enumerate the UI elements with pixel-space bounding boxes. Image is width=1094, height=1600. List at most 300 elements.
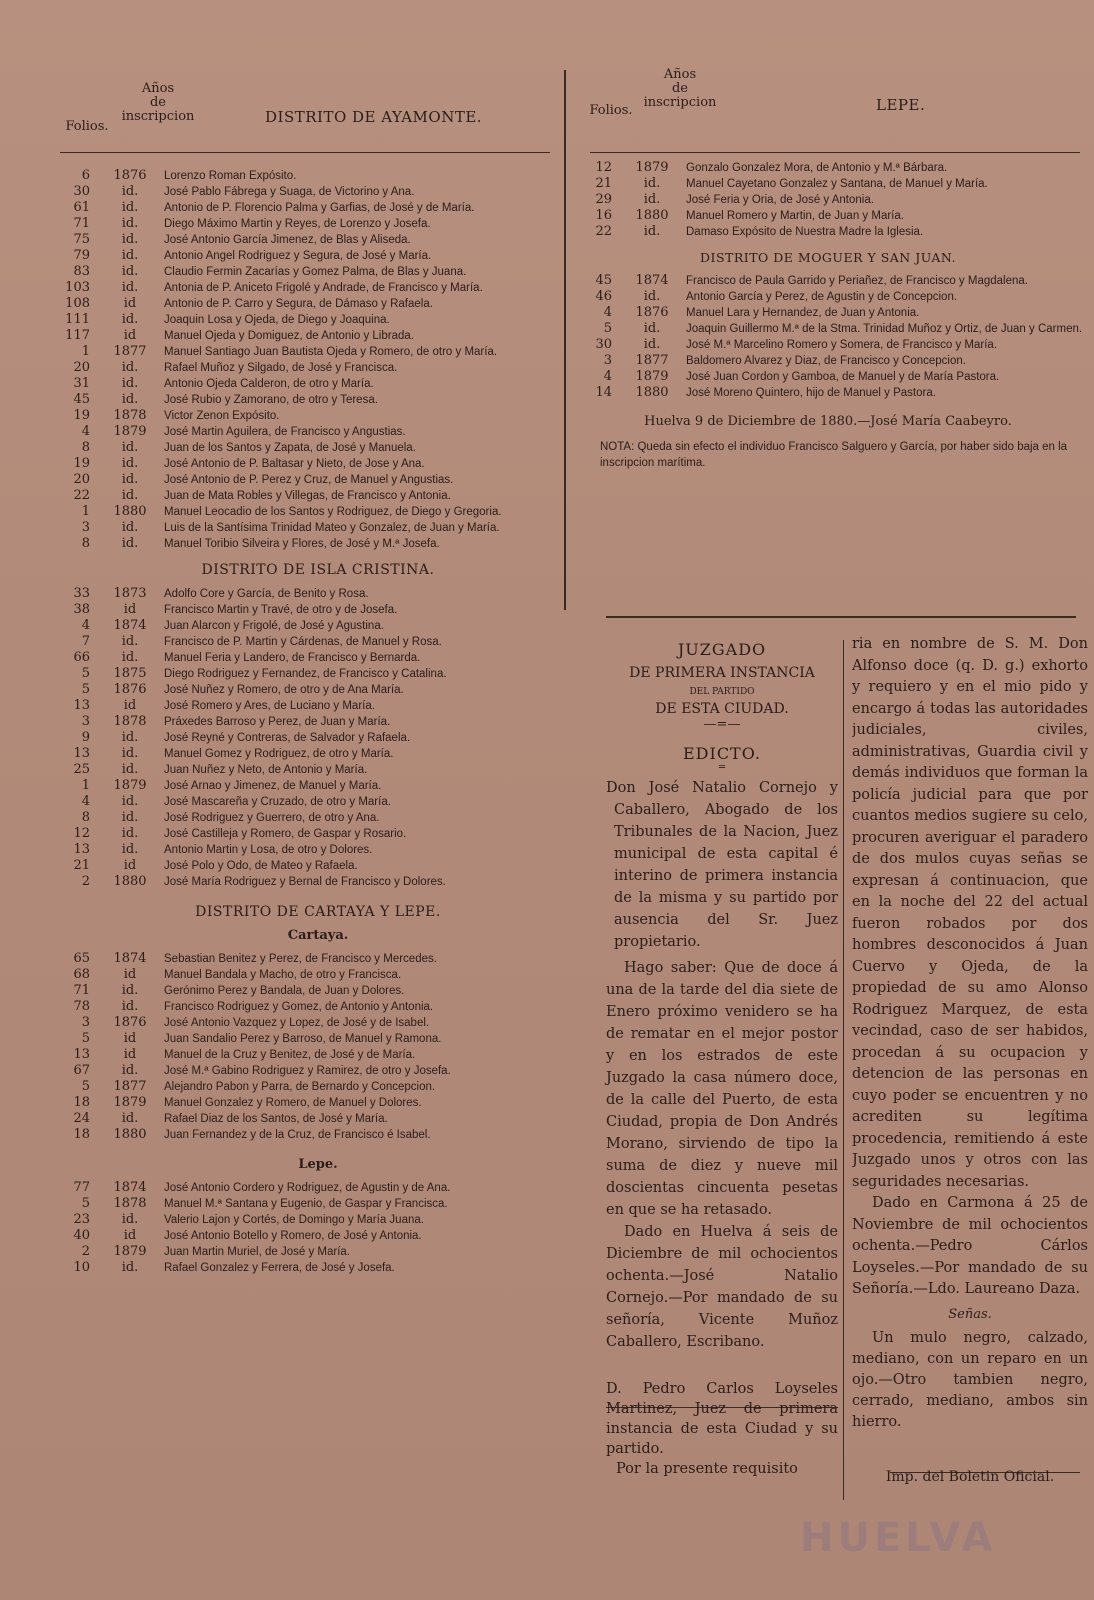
year-cell: id. (121, 634, 139, 649)
year-cell: 1879 (113, 1244, 147, 1259)
year-cell: 1879 (113, 1095, 147, 1110)
cartaya-lepe-title: DISTRITO DE CARTAYA Y LEPE. (195, 904, 441, 920)
year-cell: id. (121, 184, 139, 199)
folio-cell: 45 (73, 392, 90, 407)
left-col-anos-header: Años de inscripcion (121, 81, 195, 124)
name-cell: Manuel Romero y Martin, de Juan y María. (686, 210, 904, 222)
ayamonte-table (48, 168, 502, 552)
folio-cell: 5 (81, 666, 90, 681)
folio-cell: 12 (73, 826, 90, 841)
name-cell: José María Rodriguez y Bernal de Francisco y Dolores. (164, 876, 446, 888)
name-cell: José Reyné y Contreras, de Salvador y Rafaela. (164, 732, 411, 744)
folio-cell: 3 (81, 714, 90, 729)
lepe-left-table (48, 1180, 450, 1276)
register-row (48, 376, 502, 392)
year-cell: 1879 (635, 160, 669, 175)
name-cell: José Martin Aguilera, de Francisco y Angustias. (164, 426, 406, 438)
folio-cell: 4 (81, 794, 90, 809)
register-row (48, 1047, 451, 1063)
name-cell: José Polo y Odo, de Mateo y Rafaela. (164, 860, 358, 872)
year-cell: id. (121, 232, 139, 247)
name-cell: Alejandro Pabon y Parra, de Bernardo y Concepcion. (164, 1081, 436, 1093)
register-row (48, 618, 447, 634)
name-cell: Diego Máximo Martin y Reyes, de Lorenzo y Josefa. (164, 218, 431, 230)
folio-cell: 2 (81, 1244, 90, 1259)
register-row (570, 305, 1082, 321)
year-cell: 1874 (113, 951, 147, 966)
name-cell: Joaquin Guillermo M.ª de la Stma. Trinidad Muñoz y Ortiz, de Juan y Carmen. (686, 323, 1083, 335)
name-cell: Manuel Leocadio de los Santos y Rodriguez, de Diego y Gregoria. (164, 506, 502, 518)
juzgado-ciudad: DE ESTA CIUDAD. (655, 701, 789, 717)
juzgado-subtitle: DE PRIMERA INSTANCIA (629, 665, 815, 681)
year-cell: id (123, 1228, 137, 1243)
register-row (48, 1260, 450, 1276)
senas-paragraph: Un mulo negro, calzado, mediano, con un reparo en un ojo.—Otro tambien negro, cerrado, mediano, ambos sin hierro. (852, 1329, 1088, 1430)
requisitoria-paragraph-1: ria en nombre de S. M. Don Alfonso doce (q. D. g.) exhorto y requiero y en el mio pido y encargo á todas las autoridades judiciales, civiles, administrativas, Guardia civil y demás individuos que forman la policía judicial para que por cuantos medios sugiere su celo, procuren averiguar el paradero de dos mulos cuyas señas se expresan á continuacion, que en la noche del 22 del actual fueron robados por dos hombres desconocidos á Juan Cuervo y Ojeda, de la propiedad de su amo Alonso Rodriguez Marquez, de esta vecindad, caso de ser habidos, procedan á su ocupacion y detencion de las personas en cuyo poder se encuentren y no acrediten su legítima procedencia, remitiendo á este Juzgado unos y otros con las seguridades necesarias. (852, 636, 1088, 1190)
folio-cell: 18 (73, 1095, 90, 1110)
juzgado-title: JUZGADO (677, 640, 767, 659)
requisitoria-column (852, 634, 1088, 1485)
register-row (48, 248, 502, 264)
register-row (48, 504, 502, 520)
folio-cell: 13 (73, 746, 90, 761)
register-row (570, 385, 1082, 401)
register-row (48, 1111, 451, 1127)
name-cell: José Pablo Fábrega y Suaga, de Victorino y Ana. (164, 186, 415, 198)
year-cell: 1874 (113, 618, 147, 633)
name-cell: Luis de la Santísima Trinidad Mateo y Gonzalez, de Juan y María. (164, 522, 500, 534)
year-cell: id. (121, 312, 139, 327)
folio-cell: 117 (65, 328, 90, 343)
year-cell: id (123, 967, 137, 982)
watermark-stamp: HUELVA (800, 1515, 997, 1561)
year-cell: 1879 (113, 424, 147, 439)
folio-cell: 20 (73, 360, 90, 375)
edicto-paragraph-1: Don José Natalio Cornejo y Caballero, Abogado de los Tribunales de la Nacion, Juez municipal de esta capital é interino de primera instancia de la misma y su partido por ausencia del Sr. Juez propietario. (606, 780, 838, 950)
year-cell: id. (121, 1260, 139, 1275)
name-cell: Antonio Martin y Losa, de otro y Dolores. (164, 844, 373, 856)
year-cell: id. (121, 730, 139, 745)
register-row (48, 1095, 451, 1111)
register-row (48, 1180, 450, 1196)
name-cell: Manuel Cayetano Gonzalez y Santana, de Manuel y María. (686, 178, 988, 190)
folio-cell: 75 (73, 232, 90, 247)
year-cell: id. (121, 810, 139, 825)
name-cell: Claudio Fermin Zacarías y Gomez Palma, de Blas y Juana. (164, 266, 467, 278)
register-row (570, 192, 988, 208)
year-cell: id. (121, 1063, 139, 1078)
register-row (48, 1196, 450, 1212)
name-cell: Antonio García y Perez, de Agustin y de Concepcion. (686, 291, 958, 303)
name-cell: Victor Zenon Expósito. (164, 410, 280, 422)
folio-cell: 79 (73, 248, 90, 263)
rule-top-left (60, 152, 550, 153)
register-row (48, 1079, 451, 1095)
year-cell: 1879 (113, 778, 147, 793)
folio-cell: 46 (595, 289, 612, 304)
year-cell: 1880 (113, 504, 147, 519)
name-cell: Baldomero Alvarez y Diaz, de Francisco y Concepcion. (686, 355, 966, 367)
folio-cell: 10 (73, 1260, 90, 1275)
name-cell: Juan Martin Muriel, de José y María. (164, 1246, 350, 1258)
year-cell: 1874 (113, 1180, 147, 1195)
edicto-column (606, 640, 838, 1479)
year-cell: 1876 (113, 168, 147, 183)
year-cell: id. (121, 1111, 139, 1126)
register-row (48, 520, 502, 536)
year-cell: 1877 (113, 1079, 147, 1094)
folio-cell: 7 (81, 634, 90, 649)
name-cell: Francisco de P. Martin y Cárdenas, de Manuel y Rosa. (164, 636, 442, 648)
year-cell: 1878 (113, 714, 147, 729)
name-cell: José Antonio García Jimenez, de Blas y Aliseda. (164, 234, 411, 246)
register-row (48, 280, 502, 296)
folio-cell: 5 (81, 1031, 90, 1046)
folio-cell: 5 (603, 321, 612, 336)
folio-cell: 4 (603, 369, 612, 384)
year-cell: id. (121, 264, 139, 279)
year-cell: id. (643, 289, 661, 304)
name-cell: José Castilleja y Romero, de Gaspar y Rosario. (164, 828, 407, 840)
year-cell: id. (643, 321, 661, 336)
register-row (48, 440, 502, 456)
year-cell: 1876 (635, 305, 669, 320)
folio-cell: 21 (73, 858, 90, 873)
register-row (48, 842, 447, 858)
name-cell: Francisco de Paula Garrido y Periañez, de Francisco y Magdalena. (686, 275, 1028, 287)
name-cell: Manuel Bandala y Macho, de otro y Francisca. (164, 969, 402, 981)
year-cell: 1880 (635, 208, 669, 223)
folio-cell: 23 (73, 1212, 90, 1227)
register-row (570, 337, 1082, 353)
name-cell: Juan Alarcon y Frigolé, de José y Agustina. (164, 620, 384, 632)
year-cell: id. (121, 472, 139, 487)
year-cell: 1878 (113, 1196, 147, 1211)
folio-cell: 13 (73, 842, 90, 857)
year-cell: id. (121, 216, 139, 231)
register-row (48, 1244, 450, 1260)
register-row (48, 1031, 451, 1047)
year-cell: id (123, 1047, 137, 1062)
left-district-title: DISTRITO DE AYAMONTE. (265, 108, 483, 126)
folio-cell: 9 (81, 730, 90, 745)
folio-cell: 4 (603, 305, 612, 320)
isla-cristina-title: DISTRITO DE ISLA CRISTINA. (201, 562, 435, 578)
year-cell: id. (121, 746, 139, 761)
year-cell: id. (121, 280, 139, 295)
folio-cell: 22 (73, 488, 90, 503)
register-row (48, 634, 447, 650)
left-column (48, 168, 588, 1276)
name-cell: Diego Rodriguez y Fernandez, de Francisco y Catalina. (164, 668, 447, 680)
register-row (48, 730, 447, 746)
folio-cell: 6 (81, 168, 90, 183)
name-cell: José Mascareña y Cruzado, de otro y María. (164, 796, 391, 808)
year-cell: id. (121, 650, 139, 665)
rule-top-right (590, 152, 1080, 153)
folio-cell: 30 (595, 337, 612, 352)
folio-cell: 13 (73, 698, 90, 713)
name-cell: José Romero y Ares, de Luciano y María. (164, 700, 375, 712)
folio-cell: 78 (73, 999, 90, 1014)
year-cell: id. (121, 1212, 139, 1227)
year-cell: id. (121, 983, 139, 998)
register-row (570, 321, 1082, 337)
name-cell: Sebastian Benitez y Perez, de Francisco y Mercedes. (164, 953, 437, 965)
name-cell: José Moreno Quintero, hijo de Manuel y Pastora. (686, 387, 936, 399)
name-cell: Rafael Diaz de los Santos, de José y María. (164, 1113, 388, 1125)
register-row (48, 360, 502, 376)
folio-cell: 8 (81, 440, 90, 455)
register-row (48, 408, 502, 424)
folio-cell: 65 (73, 951, 90, 966)
year-cell: id. (121, 842, 139, 857)
year-cell: id. (121, 360, 139, 375)
name-cell: José Rubio y Zamorano, de otro y Teresa. (164, 394, 378, 406)
register-row (48, 858, 447, 874)
register-row (48, 826, 447, 842)
name-cell: Juan Nuñez y Neto, de Antonio y María. (164, 764, 368, 776)
name-cell: Manuel Ojeda y Domiguez, de Antonio y Librada. (164, 330, 414, 342)
year-cell: 1876 (113, 682, 147, 697)
register-row (48, 951, 451, 967)
folio-cell: 108 (65, 296, 90, 311)
register-row (48, 983, 451, 999)
name-cell: Lorenzo Roman Expósito. (164, 170, 297, 182)
year-cell: id. (121, 762, 139, 777)
folio-cell: 25 (73, 762, 90, 777)
right-column (570, 160, 1086, 471)
right-col-folios-header: Folios. (589, 103, 633, 118)
year-cell: id. (121, 826, 139, 841)
folio-cell: 45 (595, 273, 612, 288)
register-row (48, 778, 447, 794)
name-cell: José Feria y Oria, de José y Antonia. (686, 194, 874, 206)
year-cell: id. (643, 337, 661, 352)
register-row (570, 353, 1082, 369)
folio-cell: 8 (81, 810, 90, 825)
register-row (48, 810, 447, 826)
register-row (570, 160, 988, 176)
folio-cell: 5 (81, 682, 90, 697)
folio-cell: 8 (81, 536, 90, 551)
register-row (570, 208, 988, 224)
lepe-right-table (570, 160, 988, 240)
name-cell: José Antonio de P. Baltasar y Nieto, de Jose y Ana. (164, 458, 425, 470)
year-cell: 1879 (635, 369, 669, 384)
register-row (48, 184, 502, 200)
folio-cell: 38 (73, 602, 90, 617)
register-row (48, 232, 502, 248)
folio-cell: 68 (73, 967, 90, 982)
name-cell: Juan Sandalio Perez y Barroso, de Manuel y Ramona. (164, 1033, 442, 1045)
column-divider-right (843, 640, 844, 1500)
isla-cristina-table (48, 586, 447, 890)
folio-cell: 1 (81, 344, 90, 359)
register-row (48, 714, 447, 730)
folio-cell: 2 (81, 874, 90, 889)
name-cell: Práxedes Barroso y Perez, de Juan y María. (164, 716, 391, 728)
folio-cell: 22 (595, 224, 612, 239)
year-cell: 1877 (635, 353, 669, 368)
folio-cell: 12 (595, 160, 612, 175)
name-cell: José Antonio Cordero y Rodriguez, de Agustin y de Ana. (164, 1182, 451, 1194)
folio-cell: 71 (73, 216, 90, 231)
nota: NOTA: Queda sin efecto el individuo Francisco Salguero y García, por haber sido baja en la inscripcion marítima. (600, 441, 1068, 469)
year-cell: 1874 (635, 273, 669, 288)
folio-cell: 16 (595, 208, 612, 223)
year-cell: 1875 (113, 666, 147, 681)
year-cell: id (123, 602, 137, 617)
register-row (48, 999, 451, 1015)
register-row (48, 1228, 450, 1244)
year-cell: id. (121, 488, 139, 503)
name-cell: Damaso Expósito de Nuestra Madre la Iglesia. (686, 226, 924, 238)
name-cell: Antonio de P. Carro y Segura, de Dámaso y Rafaela. (164, 298, 433, 310)
name-cell: Antonia de P. Aniceto Frigolé y Andrade, de Francisco y María. (164, 282, 483, 294)
register-row (48, 794, 447, 810)
register-row (48, 424, 502, 440)
year-cell: id. (121, 999, 139, 1014)
juzgado-partido: DEL PARTIDO (689, 687, 755, 697)
register-row (48, 536, 502, 552)
name-cell: José Antonio Botello y Romero, de José y Antonia. (164, 1230, 422, 1242)
folio-cell: 4 (81, 424, 90, 439)
register-row (48, 650, 447, 666)
register-row (48, 216, 502, 232)
year-cell: id. (121, 248, 139, 263)
name-cell: José Antonio de P. Perez y Cruz, de Manuel y Angustias. (164, 474, 454, 486)
folio-cell: 3 (81, 1015, 90, 1030)
name-cell: Manuel Gonzalez y Romero, de Manuel y Dolores. (164, 1097, 422, 1109)
year-cell: id. (121, 376, 139, 391)
name-cell: José M.ª Marcelino Romero y Somera, de Francisco y María. (686, 339, 998, 351)
register-row (48, 602, 447, 618)
register-row (48, 762, 447, 778)
name-cell: Antonio Angel Rodriguez y Segura, de José y María. (164, 250, 432, 262)
name-cell: Juan Fernandez y de la Cruz, de Francisco é Isabel. (164, 1129, 431, 1141)
register-row (48, 666, 447, 682)
folio-cell: 67 (73, 1063, 90, 1078)
name-cell: Francisco Martin y Travé, de otro y de Josefa. (164, 604, 398, 616)
name-cell: José Arnao y Jimenez, de Manuel y María. (164, 780, 382, 792)
register-row (570, 273, 1082, 289)
requisitoria-heading: D. Pedro Carlos Loyseles Martinez, Juez de primera instancia de esta Ciudad y su partido. (606, 1381, 838, 1457)
year-cell: id. (643, 192, 661, 207)
name-cell: Rafael Muñoz y Silgado, de José y Francisca. (164, 362, 398, 374)
folio-cell: 5 (81, 1196, 90, 1211)
folio-cell: 71 (73, 983, 90, 998)
year-cell: id. (643, 224, 661, 239)
register-row (48, 967, 451, 983)
year-cell: id. (121, 520, 139, 535)
year-cell: id. (121, 536, 139, 551)
register-row (48, 682, 447, 698)
imprenta: Imp. del Boletin Oficial. (885, 1468, 1055, 1485)
name-cell: Manuel Gomez y Rodriguez, de otro y María. (164, 748, 394, 760)
register-row (48, 200, 502, 216)
name-cell: José Juan Cordon y Gamboa, de Manuel y de María Pastora. (686, 371, 1000, 383)
folio-cell: 40 (73, 1228, 90, 1243)
separator-2: ═ (718, 762, 726, 773)
register-row (48, 168, 502, 184)
name-cell: Juan de los Santos y Zapata, de José y Manuela. (164, 442, 416, 454)
moguer-title: DISTRITO DE MOGUER Y SAN JUAN. (700, 250, 956, 265)
folio-cell: 13 (73, 1047, 90, 1062)
year-cell: id (123, 296, 137, 311)
folio-cell: 20 (73, 472, 90, 487)
register-row (48, 698, 447, 714)
signoff: Huelva 9 de Diciembre de 1880.—José María Caabeyro. (644, 414, 1012, 429)
year-cell: 1880 (635, 385, 669, 400)
year-cell: id. (121, 794, 139, 809)
register-row (570, 289, 1082, 305)
register-row (48, 296, 502, 312)
register-row (570, 369, 1082, 385)
year-cell: id. (121, 200, 139, 215)
register-row (48, 344, 502, 360)
year-cell: 1877 (113, 344, 147, 359)
year-cell: id (123, 858, 137, 873)
year-cell: id (123, 698, 137, 713)
name-cell: José M.ª Gabino Rodriguez y Ramirez, de otro y Josefa. (164, 1065, 451, 1077)
left-col-folios-header: Folios. (65, 119, 109, 134)
folio-cell: 111 (65, 312, 90, 327)
folio-cell: 3 (81, 520, 90, 535)
name-cell: Gonzalo Gonzalez Mora, de Antonio y M.ª Bárbara. (686, 162, 948, 174)
register-row (48, 586, 447, 602)
name-cell: Gerónimo Perez y Bandala, de Juan y Dolores. (164, 985, 405, 997)
edicto-paragraph-3: Dado en Huelva á seis de Diciembre de mil ochocientos ochenta.—José Natalio Cornejo.—Por mandado de su señoría, Vicente Muñoz Caballero, Escribano. (606, 1224, 838, 1350)
name-cell: Antonio Ojeda Calderon, de otro y María. (164, 378, 374, 390)
name-cell: Manuel Toribio Silveira y Flores, de José y M.ª Josefa. (164, 538, 440, 550)
register-row (48, 456, 502, 472)
name-cell: Manuel Santiago Juan Bautista Ojeda y Romero, de otro y María. (164, 346, 498, 358)
folio-cell: 30 (73, 184, 90, 199)
year-cell: id (123, 328, 137, 343)
name-cell: José Antonio Vazquez y Lopez, de José y de Isabel. (164, 1017, 430, 1029)
register-row (48, 312, 502, 328)
register-row (48, 392, 502, 408)
name-cell: Manuel M.ª Santana y Eugenio, de Gaspar y Francisca. (164, 1198, 448, 1210)
register-row (48, 1127, 451, 1143)
edicto-title: EDICTO. (682, 744, 761, 763)
name-cell: Adolfo Core y García, de Benito y Rosa. (164, 588, 369, 600)
name-cell: Rafael Gonzalez y Ferrera, de José y Josefa. (164, 1262, 395, 1274)
lepe-subtitle: Lepe. (298, 1157, 338, 1172)
register-row (570, 176, 988, 192)
folio-cell: 29 (595, 192, 612, 207)
edicto-paragraph-2: Hago saber: Que de doce á una de la tarde del dia siete de Enero próximo venidero se ha de rematar en el mejor postor y en los estrados de este Juzgado la casa número doce, de la calle del Puerto, de esta Ciudad, propia de Don Andrés Morano, sirviendo de tipo la suma de diez y nueve mil doscientas cincuenta pesetas en que se ha retasado. (606, 960, 838, 1218)
name-cell: José Rodriguez y Guerrero, de otro y Ana. (164, 812, 380, 824)
year-cell: 1873 (113, 586, 147, 601)
folio-cell: 19 (73, 456, 90, 471)
right-col-anos-header: Años de inscripcion (643, 67, 717, 110)
folio-cell: 83 (73, 264, 90, 279)
senas-heading: Señas. (948, 1306, 992, 1322)
name-cell: Francisco Rodriguez y Gomez, de Antonio y Antonia. (164, 1001, 434, 1013)
register-row (48, 874, 447, 890)
register-row (48, 264, 502, 280)
name-cell: José Nuñez y Romero, de otro y de Ana María. (164, 684, 404, 696)
year-cell: id. (643, 176, 661, 191)
cartaya-table (48, 951, 451, 1143)
folio-cell: 14 (595, 385, 612, 400)
name-cell: Joaquin Losa y Ojeda, de Diego y Joaquina. (164, 314, 390, 326)
name-cell: Valerio Lajon y Cortés, de Domingo y María Juana. (164, 1214, 424, 1226)
year-cell: 1880 (113, 874, 147, 889)
year-cell: 1876 (113, 1015, 147, 1030)
